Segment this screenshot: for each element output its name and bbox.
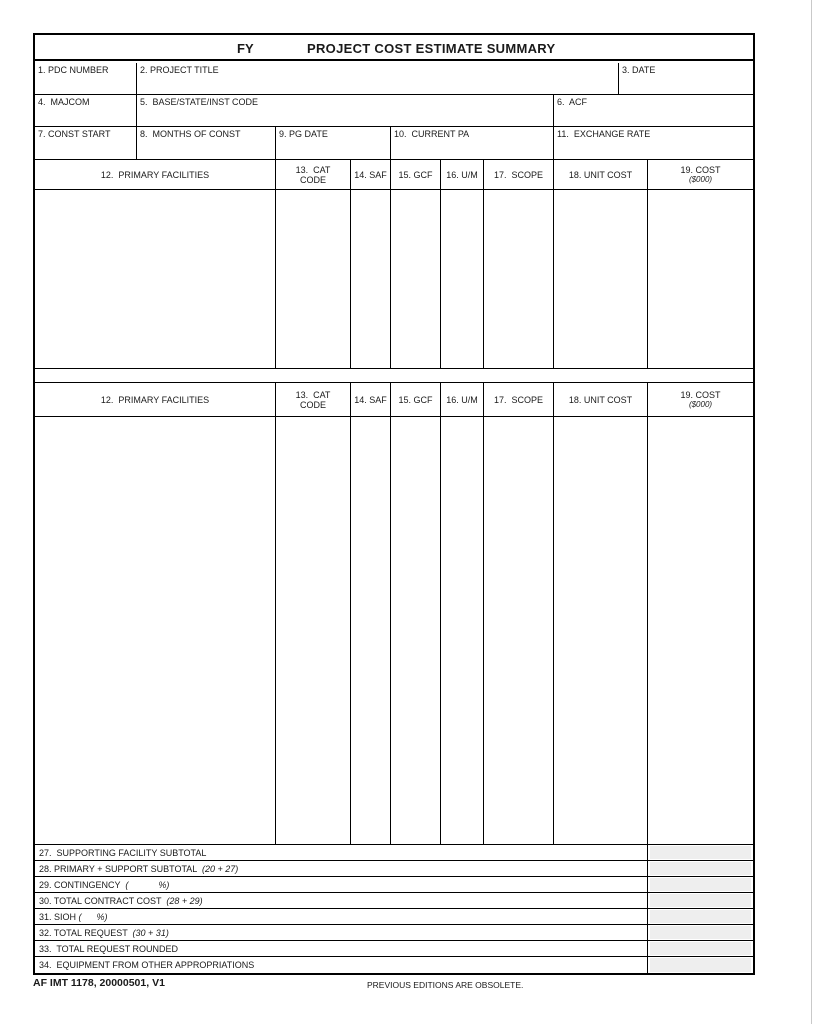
field-pg-date-label: 9. PG DATE [279, 129, 328, 139]
field-base-state-inst-code[interactable] [136, 95, 553, 126]
summary-row-32-value [647, 925, 753, 940]
table1-saf-input[interactable] [350, 190, 390, 368]
form-title-bar [35, 35, 753, 61]
table1-col-cost: 19. COST ($000) [647, 160, 753, 189]
summary-row-31-value [647, 909, 753, 924]
field-current-pa[interactable] [390, 127, 553, 159]
table2-scope-input[interactable] [483, 417, 553, 844]
field-pg-date[interactable] [275, 127, 390, 159]
summary-row-30-label: 30. TOTAL CONTRACT COST [39, 896, 167, 906]
table2-col-cat-code: 13. CAT CODE [275, 383, 350, 416]
summary-row-32-note: (30 + 31) [132, 928, 169, 938]
summary-row-27-value [647, 845, 753, 860]
field-exchange-rate[interactable] [553, 127, 753, 159]
summary-row-32 [35, 925, 753, 941]
header-row-1 [35, 63, 753, 95]
table2-saf-input[interactable] [350, 417, 390, 844]
summary-row-27 [35, 845, 753, 861]
field-project-title[interactable] [136, 63, 618, 94]
table1-col-gcf: 15. GCF [390, 160, 440, 189]
table2-col-saf: 14. SAF [350, 383, 390, 416]
summary-row-29-value [647, 877, 753, 892]
table2-col-um: 16. U/M [440, 383, 483, 416]
table1-header [35, 160, 753, 190]
af-imt-1178-form [33, 33, 755, 975]
table1-col-primary-facilities: 12. PRIMARY FACILITIES [100, 169, 210, 180]
table2-cost-input[interactable] [647, 417, 753, 844]
table1-primary-facilities-input[interactable] [35, 190, 275, 368]
summary-row-30 [35, 893, 753, 909]
table1-col-unit-cost: 18. UNIT COST [553, 160, 647, 189]
fiscal-year-label: FY [237, 41, 254, 56]
summary-row-28-value [647, 861, 753, 876]
table1-col-scope: 17. SCOPE [483, 160, 553, 189]
table1-unit-cost-input[interactable] [553, 190, 647, 368]
table2-col-unit-cost: 18. UNIT COST [553, 383, 647, 416]
summary-row-29 [35, 877, 753, 893]
summary-row-29-note: ( %) [125, 880, 170, 890]
summary-row-28-label: 28. PRIMARY + SUPPORT SUBTOTAL [39, 864, 202, 874]
field-pdc-number-label: 1. PDC NUMBER [38, 65, 109, 75]
field-months-of-const[interactable] [136, 127, 275, 159]
table1-scope-input[interactable] [483, 190, 553, 368]
summary-row-27-label: 27. SUPPORTING FACILITY SUBTOTAL [39, 848, 207, 858]
summary-row-31 [35, 909, 753, 925]
summary-row-30-note: (28 + 29) [166, 896, 203, 906]
table2-col-scope: 17. SCOPE [483, 383, 553, 416]
field-const-start[interactable] [35, 127, 136, 159]
field-current-pa-label: 10. CURRENT PA [394, 129, 470, 139]
table1-gcf-input[interactable] [390, 190, 440, 368]
table1-cat-code-input[interactable] [275, 190, 350, 368]
header-row-3 [35, 127, 753, 160]
table2-col-primary-facilities: 12. PRIMARY FACILITIES [100, 394, 210, 405]
table1-um-input[interactable] [440, 190, 483, 368]
summary-row-29-label: 29. CONTINGENCY [39, 880, 126, 890]
table2-um-input[interactable] [440, 417, 483, 844]
form-title: PROJECT COST ESTIMATE SUMMARY [307, 41, 556, 56]
field-exchange-rate-label: 11. EXCHANGE RATE [557, 129, 651, 139]
summary-row-31-label: 31. SIOH [39, 912, 79, 922]
table2-col-gcf: 15. GCF [390, 383, 440, 416]
table-spacer-row [35, 369, 753, 383]
table1-col-cat-code: 13. CAT CODE [275, 160, 350, 189]
header-row-2 [35, 95, 753, 127]
summary-row-33 [35, 941, 753, 957]
summary-row-32-label: 32. TOTAL REQUEST [39, 928, 133, 938]
table2-cat-code-input[interactable] [275, 417, 350, 844]
page-edge-line [811, 0, 812, 1024]
summary-section [35, 845, 753, 973]
field-pdc-number[interactable] [35, 63, 136, 94]
table2-col-cost: 19. COST ($000) [647, 383, 753, 416]
table2-unit-cost-input[interactable] [553, 417, 647, 844]
field-date-label: 3. DATE [622, 65, 656, 75]
table1-cost-input[interactable] [647, 190, 753, 368]
table2-gcf-input[interactable] [390, 417, 440, 844]
field-majcom[interactable] [35, 95, 136, 126]
field-acf[interactable] [553, 95, 753, 126]
table2-body [35, 417, 753, 845]
summary-row-34-value [647, 957, 753, 973]
field-majcom-label: 4. MAJCOM [38, 97, 90, 107]
summary-row-34-label: 34. EQUIPMENT FROM OTHER APPROPRIATIONS [39, 960, 255, 970]
field-base-state-inst-code-label: 5. BASE/STATE/INST CODE [140, 97, 259, 107]
field-months-of-const-label: 8. MONTHS OF CONST [140, 129, 241, 139]
field-project-title-label: 2. PROJECT TITLE [140, 65, 219, 75]
field-date[interactable] [618, 63, 753, 94]
table1-body [35, 190, 753, 369]
field-const-start-label: 7. CONST START [38, 129, 111, 139]
summary-row-28-note: (20 + 27) [201, 864, 239, 874]
table2-primary-facilities-input[interactable] [35, 417, 275, 844]
table1-col-um: 16. U/M [440, 160, 483, 189]
table1-col-saf: 14. SAF [350, 160, 390, 189]
summary-row-31-note: ( %) [78, 912, 108, 922]
summary-row-28 [35, 861, 753, 877]
summary-row-33-value [647, 941, 753, 956]
summary-row-33-label: 33. TOTAL REQUEST ROUNDED [39, 944, 179, 954]
table2-header [35, 383, 753, 417]
obsolete-note: PREVIOUS EDITIONS ARE OBSOLETE. [367, 980, 524, 990]
field-acf-label: 6. ACF [557, 97, 588, 107]
summary-row-34 [35, 957, 753, 973]
summary-row-30-value [647, 893, 753, 908]
form-id: AF IMT 1178, 20000501, V1 [33, 977, 165, 989]
